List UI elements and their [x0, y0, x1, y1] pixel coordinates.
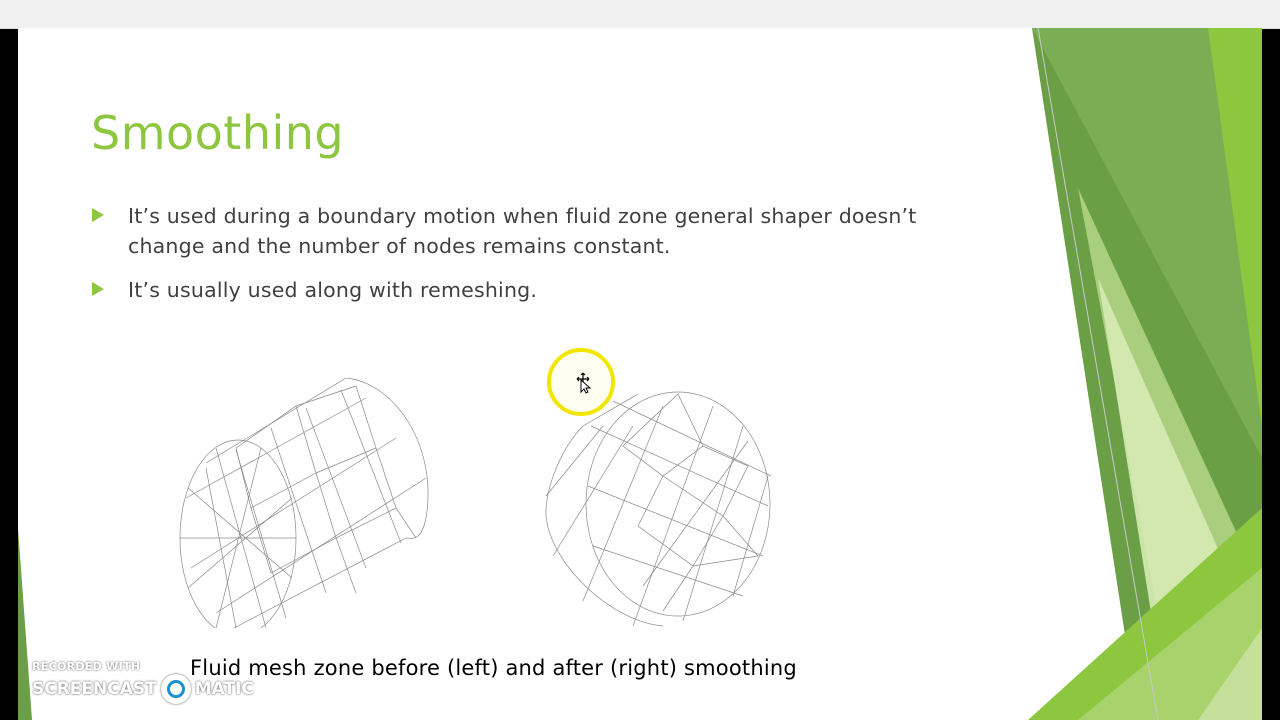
- watermark-brand-left: SCREENCAST: [32, 679, 157, 699]
- slide-title: Smoothing: [91, 106, 345, 160]
- triangle-bullet-icon: [92, 282, 104, 296]
- top-bar: [0, 0, 1280, 29]
- screencast-o-matic-logo-icon: [161, 674, 191, 704]
- figure-caption: Fluid mesh zone before (left) and after (right) smoothing: [190, 656, 797, 680]
- cursor-highlight: [547, 348, 615, 416]
- mesh-before-image: [176, 378, 436, 628]
- triangle-bullet-icon: [92, 208, 104, 222]
- bullet-item: [92, 201, 992, 261]
- move-cursor-icon: [573, 372, 593, 394]
- watermark-recorded-with: RECORDED WITH: [32, 660, 141, 673]
- bullet-text: It’s usually used along with remeshing.: [128, 278, 538, 302]
- presentation-slide: [18, 28, 1262, 720]
- bullet-item: [92, 275, 992, 305]
- mesh-after-image: [543, 386, 775, 630]
- watermark-brand-right: MATIC: [194, 679, 254, 699]
- recording-watermark: [32, 660, 254, 704]
- bullet-text: It’s used during a boundary motion when fluid zone general shaper doesn’t change and the number of nodes remains constant.: [128, 204, 917, 258]
